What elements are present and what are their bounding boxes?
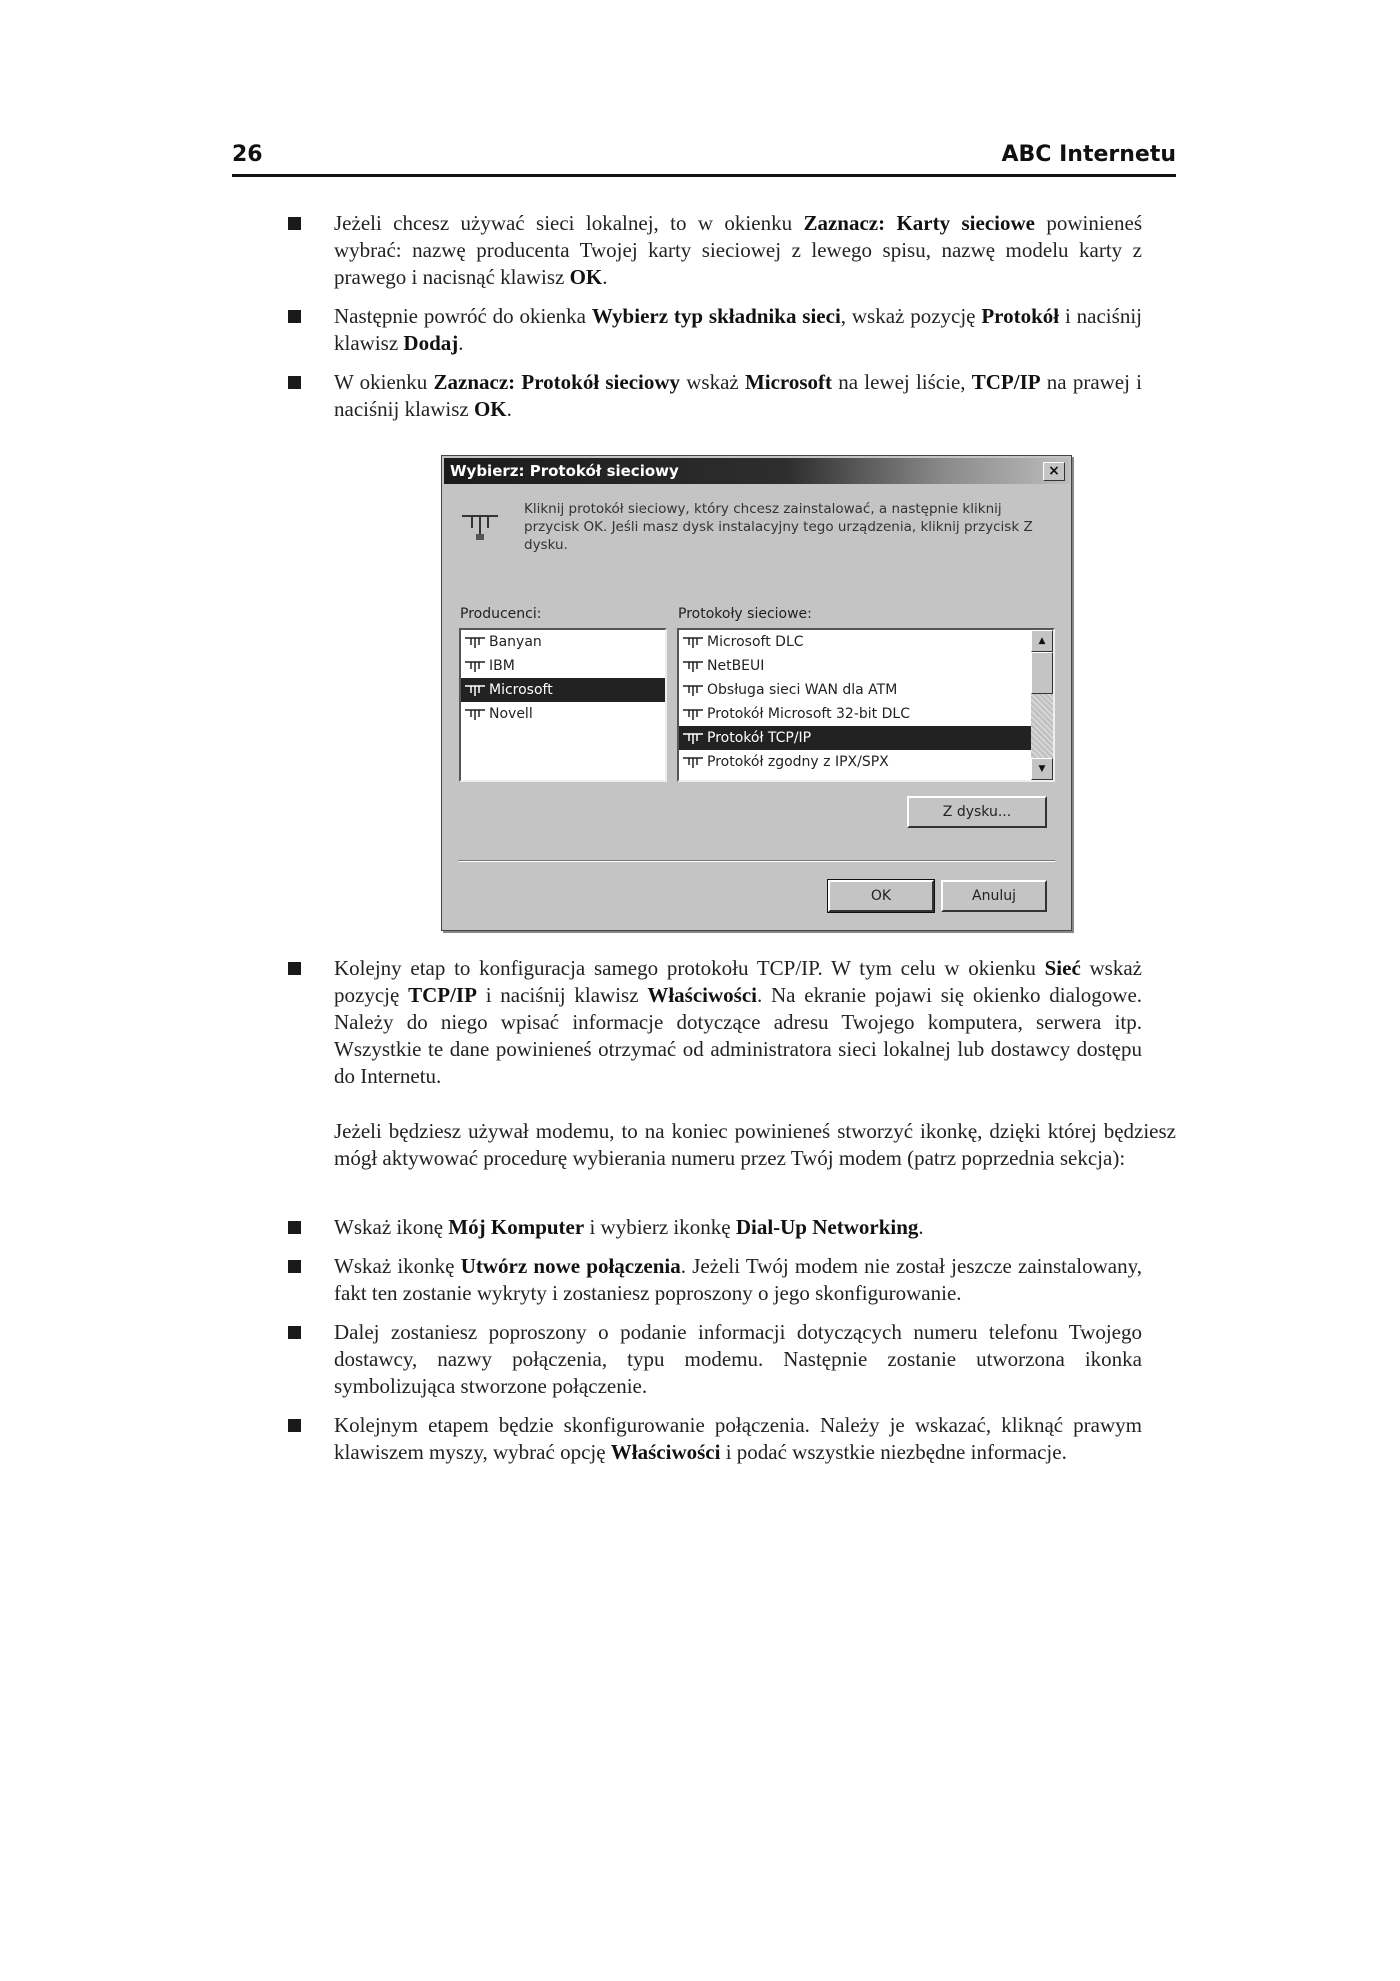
text-run: Kolejny etap to konfiguracja samego protokołu TCP/IP. W tym celu w okienku (334, 956, 1045, 980)
have-disk-button[interactable]: Z dysku... (907, 796, 1047, 828)
bullet-square-icon (288, 217, 301, 230)
text-run: i podać wszystkie niezbędne informacje. (720, 1440, 1067, 1464)
bold-term: Zaznacz: Karty sieciowe (803, 211, 1035, 235)
text-run: . (506, 397, 512, 421)
text-run: . (918, 1215, 924, 1239)
protocol-list-item[interactable] (679, 702, 1031, 726)
protocol-item-label: Obsługa sieci WAN dla ATM (707, 682, 898, 698)
bullet-item (334, 210, 1142, 291)
text-run: Następnie powróć do okienka (334, 304, 592, 328)
text-run: wskaż (680, 370, 745, 394)
protocol-list-item[interactable] (679, 726, 1031, 750)
bold-term: Właściwości (647, 983, 757, 1007)
close-button[interactable]: × (1043, 462, 1065, 481)
bullet-square-icon (288, 1221, 301, 1234)
bold-term: Utwórz nowe połączenia (460, 1254, 681, 1278)
bold-term: Sieć (1044, 956, 1081, 980)
text-run: Kolejnym etapem będzie skonfigurowanie połączenia. Należy je wskazać, kliknąć prawym klawiszem myszy, wybrać opcję (334, 1413, 1142, 1464)
protocol-item-icon (465, 683, 485, 697)
manufacturer-list-item[interactable] (461, 630, 665, 654)
manufacturer-list-item[interactable] (461, 678, 665, 702)
text-run: Dalej zostaniesz poproszony o podanie informacji dotyczących numeru telefonu Twojego dostawcy, nazwy połączenia, typu modemu. Następnie zostanie utworzona ikonka symbolizująca stworzone połączenie. (334, 1320, 1142, 1398)
protocol-item-icon (683, 683, 703, 697)
protocol-item-icon (683, 731, 703, 745)
bullet-list-mid (334, 955, 1142, 1102)
bold-term: OK (473, 397, 507, 421)
bold-term: Dial-Up Networking (735, 1215, 919, 1239)
manufacturers-label: Producenci: (460, 606, 542, 622)
protocols-label: Protokoły sieciowe: (678, 606, 812, 622)
network-protocol-icon (460, 506, 500, 542)
modem-paragraph: Jeżeli będziesz używał modemu, to na koniec powinieneś stworzyć ikonkę, dzięki której będziesz mógł aktywować procedurę wybierania numeru przez Twój modem (patrz poprzednia sekcja): (334, 1119, 1176, 1170)
manufacturer-item-label: Novell (489, 706, 533, 722)
manufacturer-item-label: IBM (489, 658, 515, 674)
bullet-list-bottom (334, 1214, 1142, 1478)
bold-term: OK (569, 265, 603, 289)
text-run: na prawej i naciśnij klawisz (334, 370, 1142, 421)
protocol-item-label: Protokół TCP/IP (707, 730, 812, 746)
protocol-list-item[interactable] (679, 750, 1031, 774)
bold-term: Microsoft (744, 370, 833, 394)
manufacturers-list[interactable] (459, 628, 667, 782)
protocol-item-icon (683, 755, 703, 769)
scroll-down-button[interactable]: ▼ (1031, 758, 1053, 780)
protocol-item-icon (683, 635, 703, 649)
text-run: W okienku (334, 370, 434, 394)
bold-term: Mój Komputer (448, 1215, 585, 1239)
protocol-item-icon (683, 707, 703, 721)
bullet-item (334, 1319, 1142, 1400)
bold-term: TCP/IP (408, 983, 477, 1007)
text-run: Jeżeli chcesz używać sieci lokalnej, to w okienku (334, 211, 804, 235)
text-run: , wskaż pozycję (840, 304, 982, 328)
bold-term: TCP/IP (971, 370, 1041, 394)
bullet-square-icon (288, 376, 301, 389)
bullet-square-icon (288, 962, 301, 975)
bullet-square-icon (288, 310, 301, 323)
text-run: i naciśnij klawisz (476, 983, 648, 1007)
protocol-item-icon (465, 707, 485, 721)
scroll-thumb[interactable] (1031, 652, 1053, 694)
ok-button[interactable]: OK (828, 880, 934, 912)
bold-term: Protokół (981, 304, 1060, 328)
protocol-list-item[interactable] (679, 654, 1031, 678)
protocol-dialog (441, 455, 1072, 931)
dialog-titlebar (444, 458, 1069, 484)
text-run: i wybierz ikonkę (584, 1215, 736, 1239)
manufacturer-list-item[interactable] (461, 702, 665, 726)
protocols-list[interactable] (677, 628, 1055, 782)
bullet-item (334, 1214, 1142, 1241)
bullet-square-icon (288, 1260, 301, 1273)
dialog-prompt: Kliknij protokół sieciowy, który chcesz zainstalować, a następnie kliknij przycisk OK. Jeśli masz dysk instalacyjny tego urządzenia, kliknij przycisk Z dysku. (524, 501, 1033, 553)
protocols-scrollbar[interactable] (1031, 630, 1053, 780)
text-run: i naciśnij klawisz (334, 304, 1142, 355)
bullet-square-icon (288, 1419, 301, 1432)
dialog-separator (458, 860, 1055, 862)
protocol-item-label: NetBEUI (707, 658, 765, 674)
text-run: Wskaż ikonkę (334, 1254, 461, 1278)
page-number: 26 (232, 142, 263, 167)
text-run: Wskaż ikonę (334, 1215, 449, 1239)
text-run: powinieneś wybrać: nazwę producenta Twojej karty sieciowej z lewego spisu, nazwę modelu karty z prawego i nacisnąć klawisz (334, 211, 1142, 289)
manufacturer-item-label: Banyan (489, 634, 542, 650)
text-run: . Na ekranie pojawi się okienko dialogowe. Należy do niego wpisać informacje dotyczące adresu Twojego komputera, serwera itp. Wszystkie te dane powinieneś otrzymać od administratora sieci lokalnej lub dostawcy dostępu do Internetu. (334, 983, 1143, 1088)
manufacturer-item-label: Microsoft (489, 682, 553, 698)
text-run: wskaż pozycję (334, 956, 1142, 1007)
bullet-item (334, 369, 1142, 423)
text-run: . (602, 265, 608, 289)
bold-term: Zaznacz: Protokół sieciowy (433, 370, 681, 394)
scroll-up-button[interactable]: ▲ (1031, 630, 1053, 652)
protocol-item-label: Protokół Microsoft 32-bit DLC (707, 706, 910, 722)
protocol-item-icon (465, 635, 485, 649)
text-run: . (458, 331, 464, 355)
bullet-list-top (334, 210, 1142, 435)
manufacturer-list-item[interactable] (461, 654, 665, 678)
bold-term: Właściwości (610, 1440, 721, 1464)
cancel-button[interactable]: Anuluj (941, 880, 1047, 912)
dialog-title: Wybierz: Protokół sieciowy (450, 462, 679, 480)
protocol-item-label: Protokół zgodny z IPX/SPX (707, 754, 889, 770)
bullet-item (334, 955, 1142, 1090)
protocol-item-label: Microsoft DLC (707, 634, 804, 650)
text-run: . Jeżeli Twój modem nie został jeszcze zainstalowany, fakt ten zostanie wykryty i zostaniesz poproszony o jego skonfigurowanie. (334, 1254, 1143, 1305)
bullet-item (334, 1253, 1142, 1307)
bullet-item (334, 303, 1142, 357)
text-run: na lewej liście, (832, 370, 972, 394)
bullet-square-icon (288, 1326, 301, 1339)
protocol-list-item[interactable] (679, 630, 1031, 654)
protocol-item-icon (465, 659, 485, 673)
running-title: ABC Internetu (1001, 142, 1176, 167)
bullet-item (334, 1412, 1142, 1466)
page-header (232, 140, 1176, 177)
bold-term: Dodaj (403, 331, 459, 355)
bold-term: Wybierz typ składnika sieci (591, 304, 841, 328)
protocol-list-item[interactable] (679, 678, 1031, 702)
protocol-item-icon (683, 659, 703, 673)
